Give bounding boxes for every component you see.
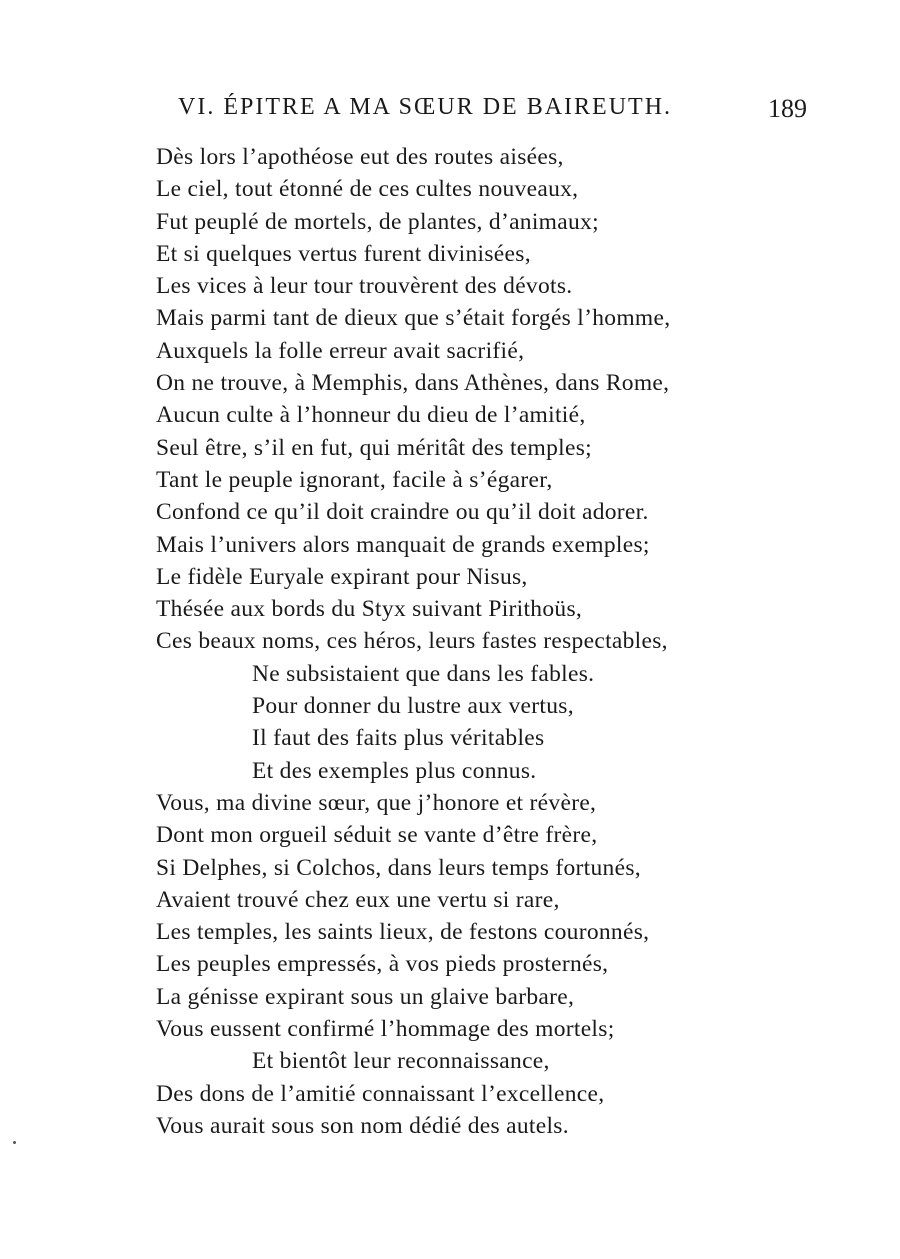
verse-line: Vous, ma divine sœur, que j’honore et révère, [156, 789, 597, 816]
verse-line: Aucun culte à l’honneur du dieu de l’amitié, [156, 402, 586, 429]
verse-line-indented: Pour donner du lustre aux vertus, [252, 693, 574, 720]
verse-line: Avaient trouvé chez eux une vertu si rare, [156, 886, 560, 913]
verse-line: Et si quelques vertus furent divinisées, [156, 240, 531, 267]
verse-line: Vous eussent confirmé l’hommage des mortels; [156, 1016, 615, 1043]
verse-line: Le ciel, tout étonné de ces cultes nouveaux, [156, 176, 579, 203]
verse-line: On ne trouve, à Memphis, dans Athènes, dans Rome, [156, 370, 670, 397]
verse-line: Tant le peuple ignorant, facile à s’égarer, [156, 466, 553, 493]
verse-line: Fut peuplé de mortels, de plantes, d’animaux; [156, 208, 599, 235]
running-head: VI. ÉPITRE A MA SŒUR DE BAIREUTH. [178, 94, 673, 120]
verse-line: Si Delphes, si Colchos, dans leurs temps fortunés, [156, 854, 641, 881]
verse-line-indented: Et des exemples plus connus. [252, 757, 537, 784]
verse-line: La génisse expirant sous un glaive barbare, [156, 983, 575, 1010]
verse-line: Le fidèle Euryale expirant pour Nisus, [156, 563, 528, 590]
verse-line: Seul être, s’il en fut, qui méritât des temples; [156, 434, 592, 461]
verse-line-indented: Il faut des faits plus véritables [252, 725, 545, 752]
verse-line-indented: Et bientôt leur reconnaissance, [252, 1048, 550, 1075]
verse-line: Mais l’univers alors manquait de grands exemples; [156, 531, 650, 558]
verse-line: Des dons de l’amitié connaissant l’excellence, [156, 1080, 605, 1107]
verse-line-indented: Ne subsistaient que dans les fables. [252, 660, 595, 687]
verse-line: Les peuples empressés, à vos pieds prosternés, [156, 951, 609, 978]
verse-line: Ces beaux noms, ces héros, leurs fastes respectables, [156, 628, 668, 655]
paper-speck [13, 1141, 16, 1144]
verse-line: Mais parmi tant de dieux que s’était forgés l’homme, [156, 305, 671, 332]
poem-verses [156, 141, 670, 1142]
verse-line: Vous aurait sous son nom dédié des autels. [156, 1112, 569, 1139]
verse-line: Dont mon orgueil séduit se vante d’être frère, [156, 822, 598, 849]
verse-line: Les temples, les saints lieux, de festons couronnés, [156, 919, 650, 946]
verse-line: Dès lors l’apothéose eut des routes aisées, [156, 144, 564, 170]
verse-line: Les vices à leur tour trouvèrent des dévots. [156, 273, 573, 300]
verse-line: Auxquels la folle erreur avait sacrifié, [156, 337, 525, 364]
verse-line: Confond ce qu’il doit craindre ou qu’il doit adorer. [156, 499, 649, 526]
page-number: 189 [768, 94, 807, 123]
verse-line: Thésée aux bords du Styx suivant Pirithoüs, [156, 596, 583, 623]
